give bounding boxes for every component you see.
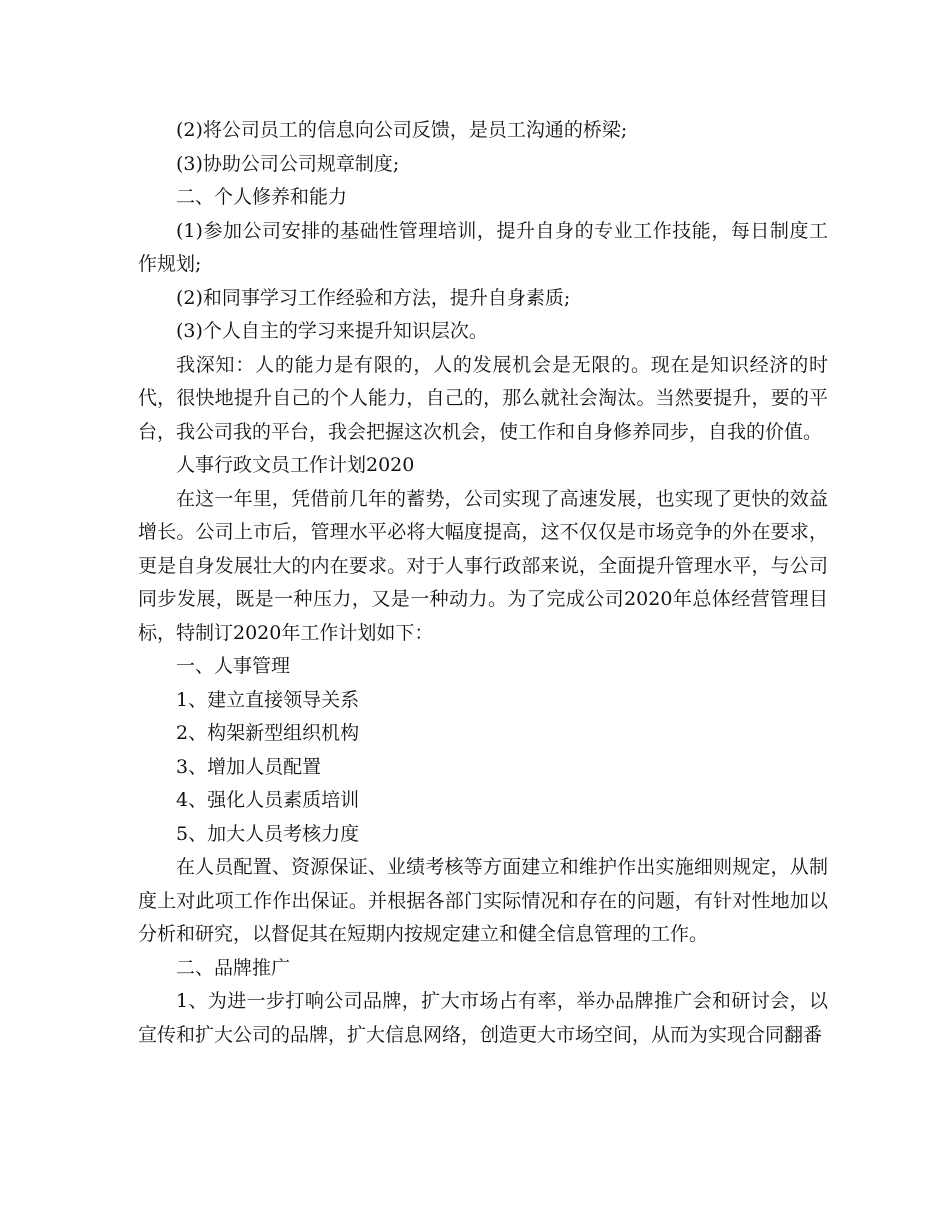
paragraph-brand-promotion: 1、为进一步打响公司品牌，扩大市场占有率，举办品牌推广会和研讨会，以宣传和扩大公司的品牌，扩大信息网络，创造更大市场空间，从而为实现合同翻番 [138,990,828,1046]
paragraph-feedback-bridge: (2)将公司员工的信息向公司反馈，是员工沟通的桥梁; [176,119,628,141]
section-heading-hr-management: 一、人事管理 [176,655,291,677]
document-title: 人事行政文员工作计划2020 [176,454,415,476]
list-item-org-structure: 2、构架新型组织机构 [176,722,360,744]
paragraph-introduction: 在这一年里，凭借前几年的蓄势，公司实现了高速发展，也实现了更快的效益增长。公司上市后，管理水平必将大幅度提高，这不仅仅是市场竞争的外在要求，更是自身发展壮大的内在要求。对于人事行政部来说，全面提升管理水平，与公司同步发展，既是一种压力，又是一种动力。为了完成公司2020年总体经营管理目标，特制订2020年工作计划如下： [138,487,828,644]
section-heading-personal-development: 二、个人修养和能力 [176,186,348,208]
list-item-staffing: 3、增加人员配置 [176,755,322,778]
paragraph-assist-rules: (3)协助公司公司规章制度; [176,152,400,175]
list-item-assessment: 5、加大人员考核力度 [176,822,360,845]
paragraph-training: (1)参加公司安排的基础性管理培训，提升自身的专业工作技能，每日制度工作规划; [138,219,828,275]
section-heading-brand-promotion: 二、品牌推广 [176,956,291,979]
list-item-training: 4、强化人员素质培训 [176,789,360,811]
paragraph-implementation: 在人员配置、资源保证、业绩考核等方面建立和维护作出实施细则规定，从制度上对此项工作作出保证。并根据各部门实际情况和存在的问题，有针对性地加以分析和研究，以督促其在短期内按规定建立和健全信息管理的工作。 [138,856,828,945]
paragraph-self-study: (3)个人自主的学习来提升知识层次。 [176,320,488,342]
list-item-reporting-lines: 1、建立直接领导关系 [176,688,360,711]
paragraph-reflection: 我深知：人的能力是有限的，人的发展机会是无限的。现在是知识经济的时代，很快地提升自己的个人能力，自己的，那么就社会淘汰。当然要提升，要的平台，我公司我的平台，我会把握这次机会，使工作和自身修养同步，自我的价值。 [138,353,828,443]
paragraph-learn-from-colleagues: (2)和同事学习工作经验和方法，提升自身素质; [176,286,571,309]
